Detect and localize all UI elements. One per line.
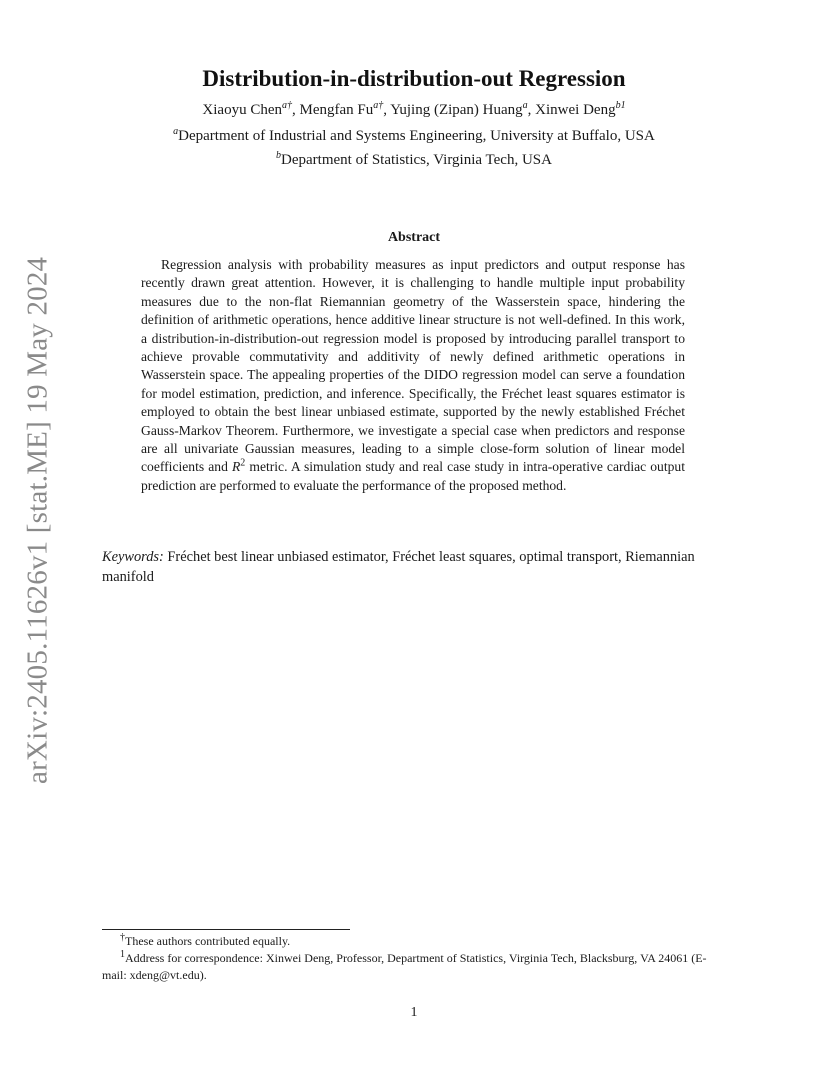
footnote-rule xyxy=(102,929,350,930)
affiliation-text: Department of Statistics, Virginia Tech, USA xyxy=(281,152,552,168)
abstract-text: metric. A simulation study and real case study in intra-operative cardiac output prediction are performed to evaluate the performance of the proposed method. xyxy=(141,459,685,493)
keywords-text: Fréchet best linear unbiased estimator, Fréchet least squares, optimal transport, Riemannian manifold xyxy=(102,549,695,585)
affiliation xyxy=(0,128,828,145)
author-name: Mengfan Fu xyxy=(299,102,374,118)
author-mark: a xyxy=(522,100,528,111)
affiliation-mark: a xyxy=(173,126,179,137)
author-name: Xiaoyu Chen xyxy=(202,102,282,118)
paper-title: Distribution-in-distribution-out Regression xyxy=(202,66,626,91)
author-name: Xinwei Deng xyxy=(535,102,616,118)
author-mark: a† xyxy=(373,100,384,111)
footnote-text: Address for correspondence: Xinwei Deng, Professor, Department of Statistics, Virginia Tech, Blacksburg, VA 24061 (E-mail: xdeng@vt.edu). xyxy=(102,951,707,982)
footnote-mark: † xyxy=(120,932,125,943)
page-number: 1 xyxy=(410,1005,418,1020)
math-superscript: 2 xyxy=(240,457,246,469)
keywords-label: Keywords: xyxy=(102,549,164,565)
author-name: Yujing (Zipan) Huang xyxy=(390,102,523,118)
affiliation-text: Department of Industrial and Systems Engineering, University at Buffalo, USA xyxy=(178,128,655,144)
footnote-mark: 1 xyxy=(120,949,125,960)
author-mark: a† xyxy=(281,100,292,111)
affiliation xyxy=(0,152,828,169)
author-list: Xiaoyu Chen$^{a\dagger}$, Mengfan $Fu^{a\dagger}$, Yujing (Zipan) Huang$^a$, Xinwei Deng$^{b1}$ xyxy=(202,100,626,118)
footnote-text: These authors contributed equally. xyxy=(125,934,291,948)
abstract-heading: Abstract xyxy=(387,230,441,245)
abstract-body xyxy=(141,256,685,495)
author-mark: b1 xyxy=(615,100,626,111)
keywords xyxy=(102,548,724,587)
abstract-text: Regression analysis with probability measures as input predictors and output response has recently drawn great attention. However, it is challenging to handle multiple input probability measures due to the non-flat Riemannian geometry of the Wasserstein space, hindering the definition of arithmetic operations, hence additive linear structure is not well-defined. In this work, a distribution-in-distribution-out regression model is proposed by introducing parallel transport to achieve provable commutativity and additivity of newly defined arithmetic operations in Wasserstein space. The appealing properties of the DIDO regression model can serve a foundation for model estimation, prediction, and inference. Specifically, the Fréchet least squares estimator is employed to obtain the best linear unbiased estimate, supported by the newly established Fréchet Gauss-Markov Theorem. Furthermore, we investigate a special case when predictors and response are all univariate Gaussian measures, leading to a simple close-form solution of linear model coefficients and xyxy=(141,257,685,475)
footnote xyxy=(102,950,724,984)
arxiv-identifier-stamp: arXiv:2405.11626v1 [stat.ME] 19 May 2024 xyxy=(21,256,54,784)
affiliation-mark: b xyxy=(276,150,282,161)
math-symbol: R xyxy=(231,459,241,475)
footnote xyxy=(102,933,724,950)
